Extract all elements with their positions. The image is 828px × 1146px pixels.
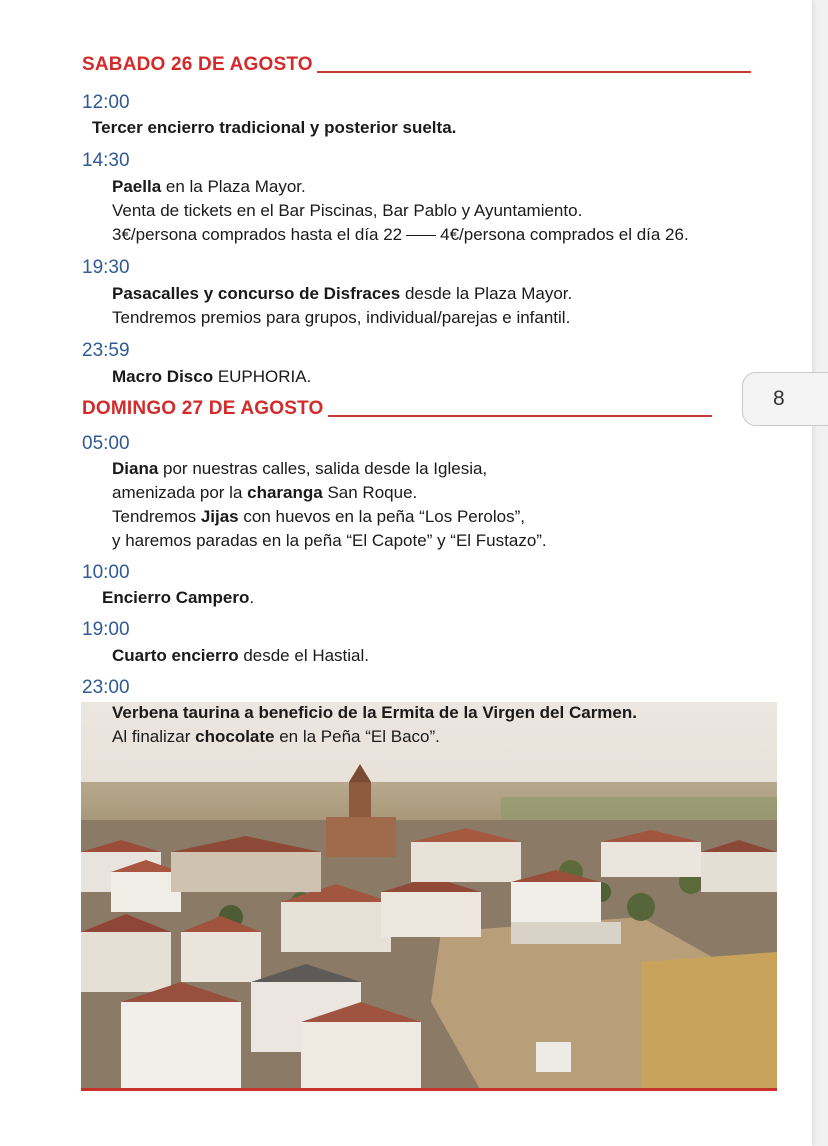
event-line bbox=[112, 480, 417, 506]
village-photo-graphic bbox=[81, 702, 777, 1091]
day-header bbox=[82, 50, 751, 76]
event-text: y haremos paradas en la peña “El Capote” y “El Fustazo”. bbox=[112, 531, 547, 550]
event-text: Venta de tickets en el Bar Piscinas, Bar Pablo y Ayuntamiento. bbox=[112, 201, 583, 220]
event-text: Tendremos premios para grupos, individual/parejas e infantil. bbox=[112, 308, 571, 327]
event-text: por nuestras calles, salida desde la Iglesia, bbox=[158, 459, 488, 478]
event-text: con huevos en la peña “Los Perolos”, bbox=[238, 507, 525, 526]
event-line bbox=[112, 222, 689, 248]
event-text: Al finalizar bbox=[112, 727, 196, 746]
event-line bbox=[112, 528, 547, 554]
event-bold-text: Jijas bbox=[200, 507, 239, 526]
event-bold-text: Diana bbox=[112, 459, 159, 478]
event-text: EUPHORIA. bbox=[213, 367, 312, 386]
event-text: San Roque. bbox=[322, 483, 418, 502]
event-time: 05:00 bbox=[82, 433, 130, 454]
event-text: amenizada por la bbox=[112, 483, 248, 502]
event-text: desde el Hastial. bbox=[238, 646, 369, 665]
event-line bbox=[112, 504, 525, 530]
event-text: 4€/persona comprados el día 26. bbox=[440, 225, 689, 244]
event-line bbox=[112, 305, 570, 331]
day-header bbox=[82, 394, 712, 420]
event-text: . bbox=[249, 588, 255, 607]
event-text: en la Peña “El Baco”. bbox=[274, 727, 440, 746]
page-number-indicator[interactable] bbox=[742, 372, 828, 426]
event-bold-text: Cuarto encierro bbox=[112, 646, 239, 665]
day-title: SABADO 26 DE AGOSTO bbox=[82, 54, 313, 75]
event-time: 23:00 bbox=[82, 677, 130, 698]
event-time: 19:30 bbox=[82, 257, 130, 278]
dash-separator bbox=[406, 235, 436, 237]
event-text: 3€/persona comprados hasta el día 22 bbox=[112, 225, 403, 244]
day-title: DOMINGO 27 DE AGOSTO bbox=[82, 398, 324, 419]
event-bold-text: charanga bbox=[247, 483, 323, 502]
divider-line bbox=[317, 71, 751, 73]
event-line bbox=[112, 198, 582, 224]
village-aerial-photo bbox=[81, 702, 777, 1091]
event-bold-text: Pasacalles y concurso de Disfraces bbox=[112, 284, 401, 303]
page-number: 8 bbox=[773, 387, 785, 410]
event-text: Tercer encierro tradicional y posterior suelta. bbox=[92, 118, 457, 137]
event-line bbox=[92, 115, 456, 141]
event-bold-text: chocolate bbox=[195, 727, 275, 746]
event-line bbox=[102, 585, 254, 611]
event-bold-text: Macro Disco bbox=[112, 367, 214, 386]
event-bold-text: Paella bbox=[112, 177, 162, 196]
event-line bbox=[112, 700, 637, 726]
event-line bbox=[112, 456, 487, 482]
event-line bbox=[112, 643, 369, 669]
event-text: Tendremos bbox=[112, 507, 201, 526]
event-time: 12:00 bbox=[82, 92, 130, 113]
event-line bbox=[112, 174, 306, 200]
event-line bbox=[112, 364, 311, 390]
event-time: 19:00 bbox=[82, 619, 130, 640]
event-bold-text: Verbena taurina a beneficio de la Ermita de la Virgen del Carmen. bbox=[112, 703, 637, 722]
event-text: en la Plaza Mayor. bbox=[161, 177, 306, 196]
divider-line bbox=[328, 415, 712, 417]
event-text: desde la Plaza Mayor. bbox=[400, 284, 573, 303]
event-line bbox=[112, 281, 572, 307]
event-line bbox=[112, 724, 440, 750]
event-time: 23:59 bbox=[82, 340, 130, 361]
event-bold-text: Encierro Campero bbox=[102, 588, 250, 607]
event-time: 10:00 bbox=[82, 562, 130, 583]
event-time: 14:30 bbox=[82, 150, 130, 171]
